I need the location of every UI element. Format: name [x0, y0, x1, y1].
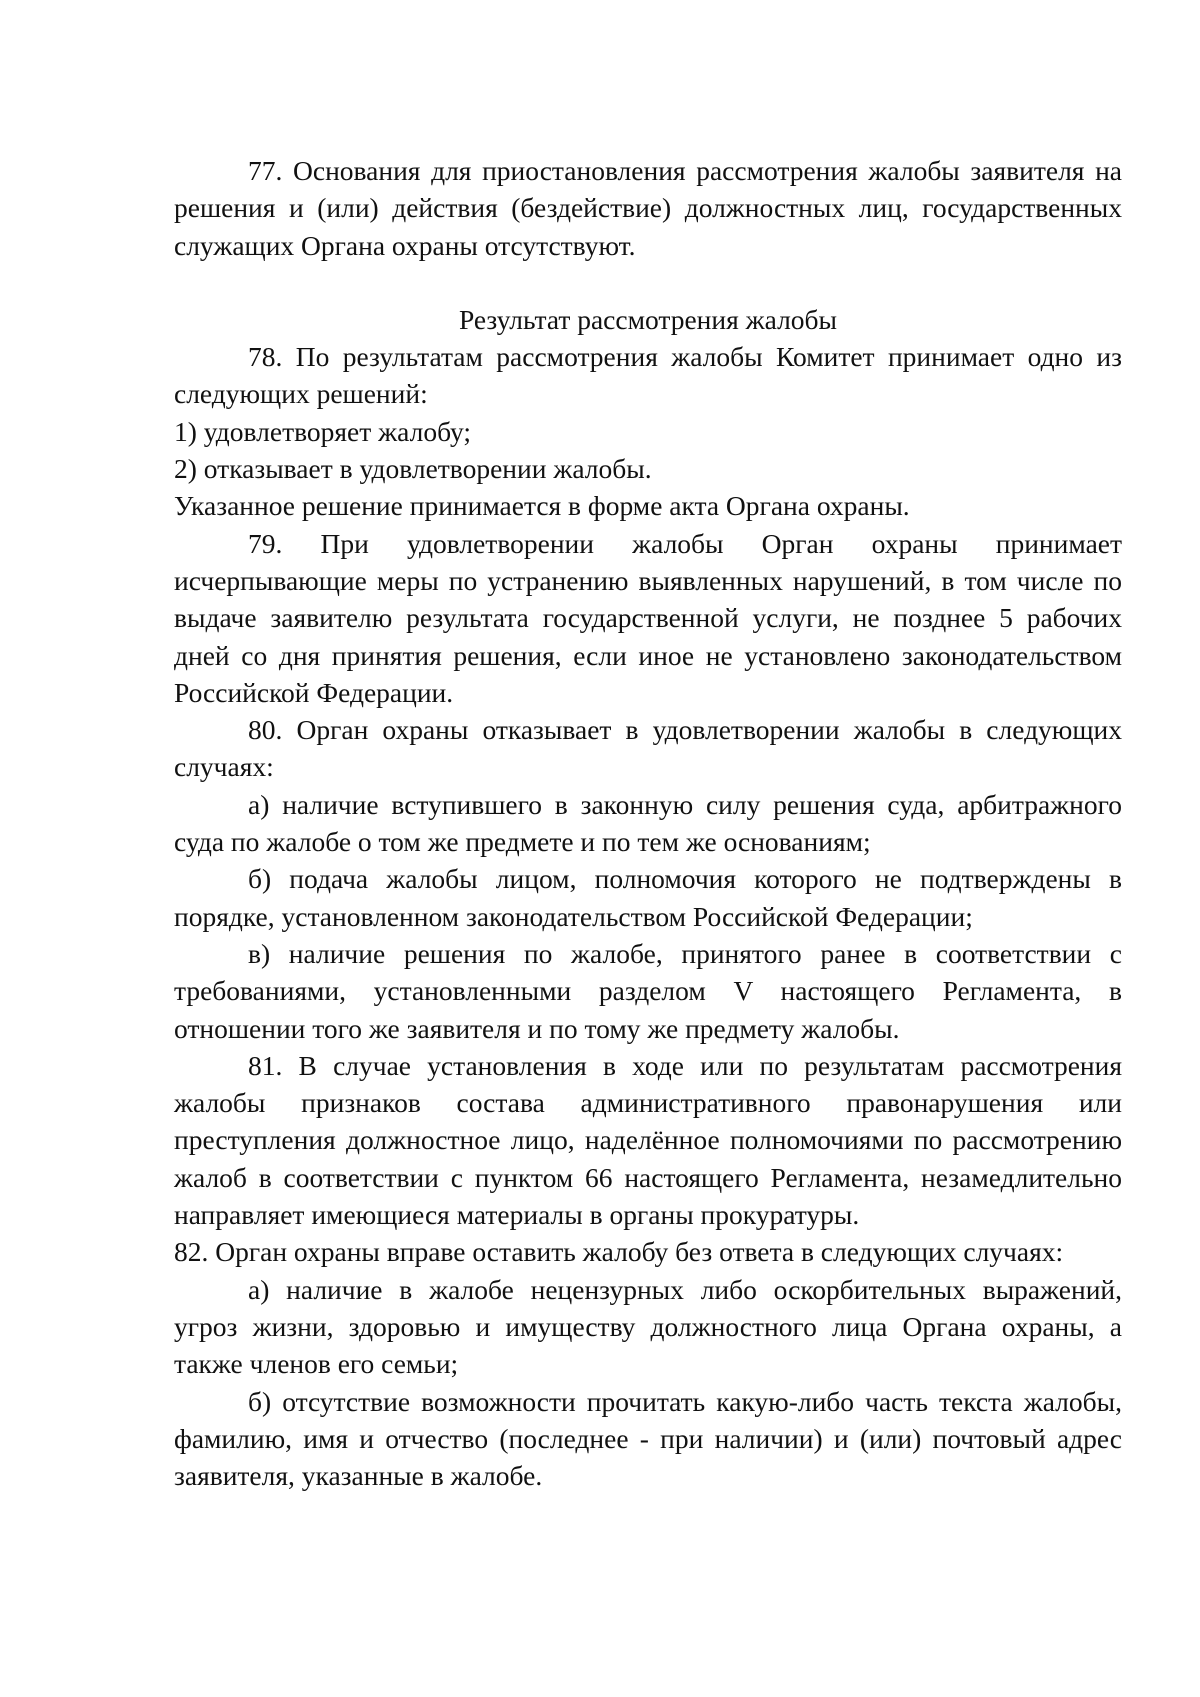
list-item-82-b: б) отсутствие возможности прочитать какую-либо часть текста жалобы, фамилию, имя и отчество (последнее - при наличии) и (или) почтовый адрес заявителя, указанные в жалобе.	[174, 1385, 1122, 1492]
paragraph-80: 80. Орган охраны отказывает в удовлетворении жалобы в следующих случаях:	[174, 714, 1122, 783]
paragraph-78: 78. По результатам рассмотрения жалобы Комитет принимает одно из следующих решений:	[174, 341, 1122, 410]
paragraph-78-note: Указанное решение принимается в форме акта Органа охраны.	[174, 490, 910, 522]
list-item-78-2: 2) отказывает в удовлетворении жалобы.	[174, 453, 652, 485]
document-page	[174, 152, 1122, 1494]
paragraph-77: 77. Основания для приостановления рассмотрения жалобы заявителя на решения и (или) действия (бездействие) должностных лиц, государственных служащих Органа охраны отсутствуют.	[174, 155, 1122, 261]
paragraph-82: 82. Орган охраны вправе оставить жалобу без ответа в следующих случаях:	[174, 1236, 1064, 1268]
paragraph-79: 79. При удовлетворении жалобы Орган охраны принимает исчерпывающие меры по устранению выявленных нарушений, в том числе по выдаче заявителю результата государственной услуги, не позднее 5 рабочих дней со дня принятия решения, если иное не установлено законодательством Российской Федерации.	[174, 527, 1122, 708]
spacer	[174, 264, 1122, 301]
list-item-80-a: а) наличие вступившего в законную силу решения суда, арбитражного суда по жалобе о том же предмете и по тем же основаниям;	[174, 788, 1122, 858]
list-item-80-b: б) подача жалобы лицом, полномочия которого не подтверждены в порядке, установленном законодательством Российской Федерации;	[174, 863, 1122, 932]
section-heading: Результат рассмотрения жалобы	[458, 303, 838, 335]
list-item-82-a: а) наличие в жалобе нецензурных либо оскорбительных выражений, угроз жизни, здоровью и имуществу должностного лица Органа охраны, а также членов его семьи;	[174, 1273, 1122, 1380]
list-item-78-1: 1) удовлетворяет жалобу;	[174, 415, 472, 447]
list-item-80-v: в) наличие решения по жалобе, принятого ранее в соответствии с требованиями, установленными разделом V настоящего Регламента, в отношении того же заявителя и по тому же предмету жалобы.	[174, 937, 1122, 1044]
paragraph-81: 81. В случае установления в ходе или по результатам рассмотрения жалобы признаков состава административного правонарушения или преступления должностное лицо, наделённое полномочиями по рассмотрению жалоб в соответствии с пунктом 66 настоящего Регламента, незамедлительно направляет имеющиеся материалы в органы прокуратуры.	[174, 1049, 1122, 1231]
